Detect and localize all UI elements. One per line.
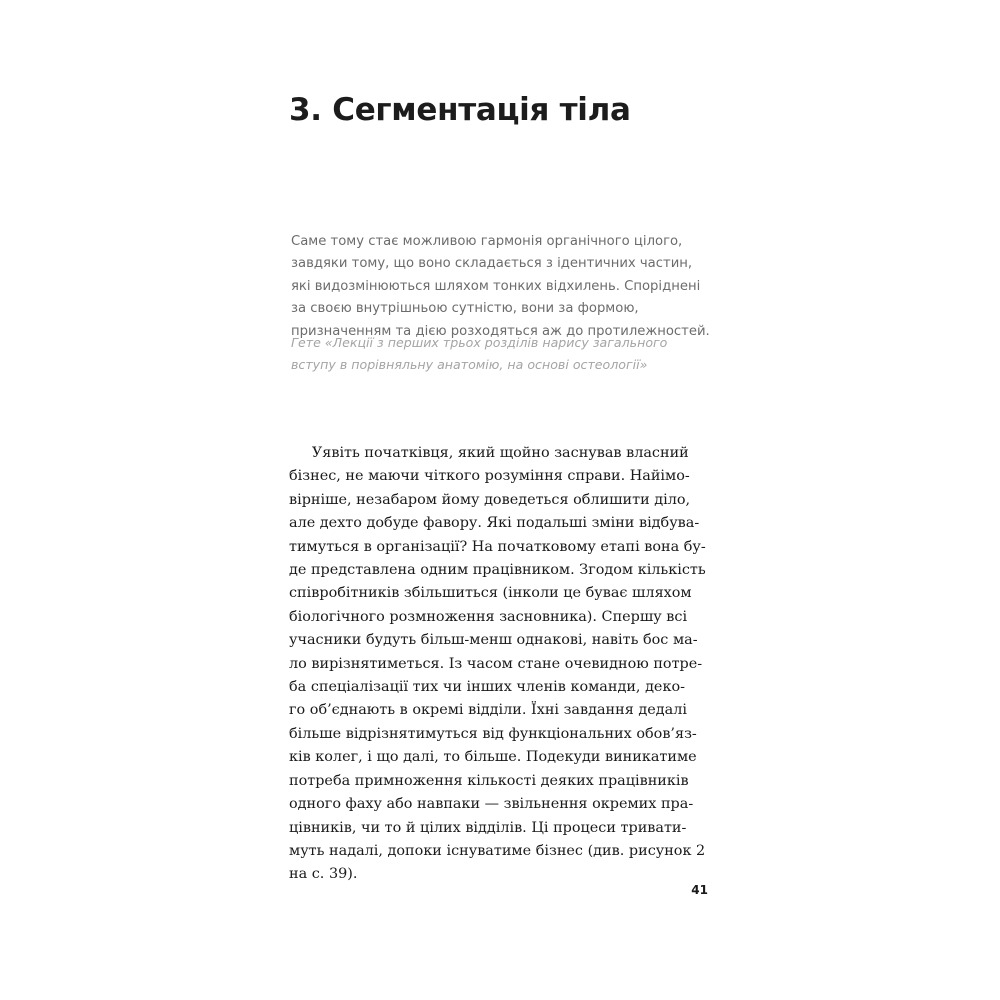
body-line: співробітників збільшиться (інколи це буває шляхом	[289, 585, 692, 602]
body-line: ба спеціалізації тих чи інших членів команди, деко-	[289, 679, 685, 696]
body-line: ло вирізнятиметься. Із часом стане очевидною потре-	[289, 655, 703, 672]
body-line: цівників, чи то й цілих відділів. Ці процеси тривати-	[289, 819, 687, 836]
chapter-title: 3. Сегментація тіла	[289, 92, 631, 128]
body-line: Уявіть початківця, який щойно заснував власний	[289, 445, 689, 461]
attribution-line: вступу в порівняльну анатомію, на основі остеології»	[291, 357, 648, 372]
body-line: де представлена одним працівником. Згодом кількість	[289, 562, 706, 579]
epigraph-quote	[291, 231, 711, 343]
page-number: 41	[691, 883, 708, 897]
body-line: потреба примноження кількості деяких працівників	[289, 772, 689, 789]
body-line: учасники будуть більш-менш однакові, навіть бос ма-	[289, 632, 698, 649]
body-paragraph	[289, 442, 709, 887]
epigraph-attribution	[291, 332, 668, 376]
epigraph-line: які видозмінюються шляхом тонких відхилень. Споріднені	[291, 278, 701, 294]
body-line: го об’єднають в окремі відділи. Їхні завдання дедалі	[289, 702, 687, 719]
body-line: одного фаху або навпаки — звільнення окремих пра-	[289, 796, 694, 813]
epigraph-line: завдяки тому, що воно складається з ідентичних частин,	[291, 256, 693, 272]
epigraph-line: за своєю внутрішньою сутністю, вони за формою,	[291, 301, 639, 317]
body-line: але дехто добуде фавору. Які подальші зміни відбува-	[289, 515, 700, 532]
epigraph-line: призначенням та дією розходяться аж до протилежностей.	[291, 323, 710, 339]
body-line: на с. 39).	[289, 866, 358, 883]
body-line: ків колег, і що далі, то більше. Подекуди виникатиме	[289, 749, 697, 766]
body-line: муть надалі, допоки існуватиме бізнес (див. рисунок 2	[289, 842, 706, 859]
attribution-line: Гете «Лекції з перших трьох розділів нарису загального	[291, 335, 668, 350]
body-line: більше відрізнятимуться від функціональних обов’яз-	[289, 725, 697, 742]
epigraph-line: Саме тому стає можливою гармонія органічного цілого,	[291, 234, 683, 249]
body-line: тимуться в організації? На початковому етапі вона бу-	[289, 538, 706, 555]
body-line: бізнес, не маючи чіткого розуміння справи. Найімо-	[289, 468, 690, 485]
body-line: біологічного розмноження засновника). Спершу всі	[289, 608, 688, 625]
body-line: вірніше, незабаром йому доведеться облишити діло,	[289, 491, 691, 508]
